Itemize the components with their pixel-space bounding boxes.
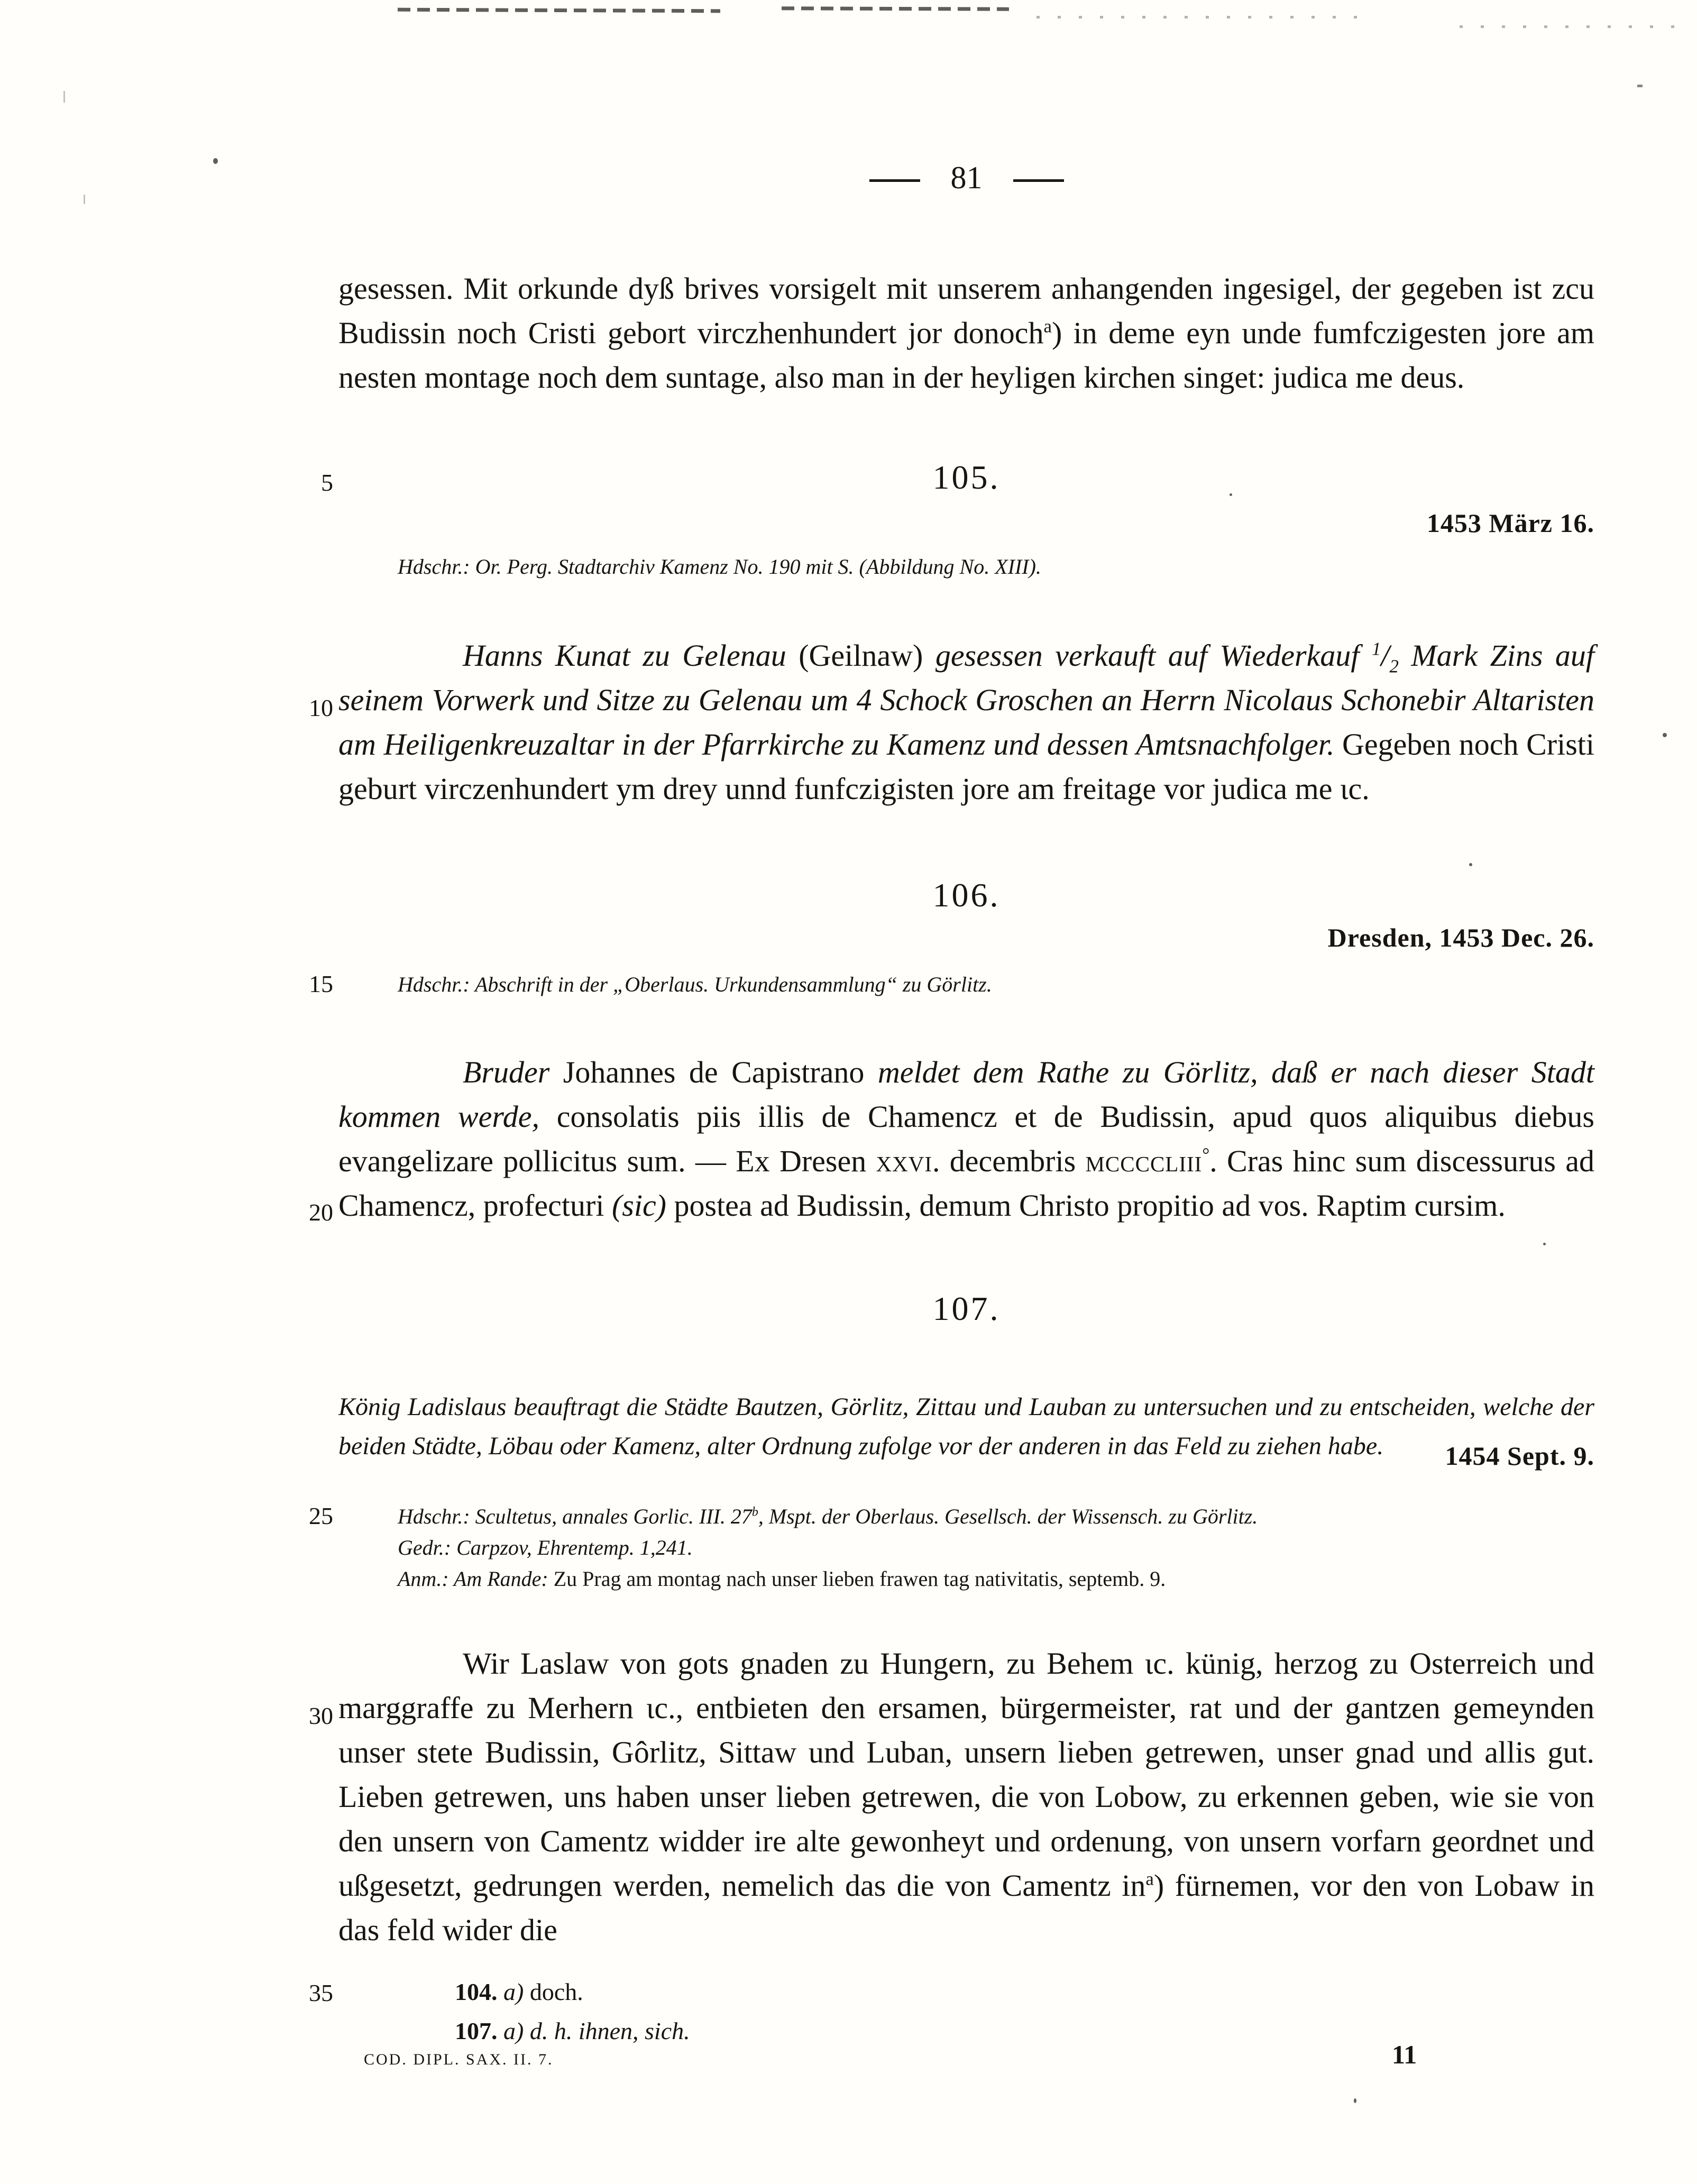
entry-105-date: 1453 März 16.: [1426, 508, 1594, 538]
entry-107-source-line: Hdschr.: Scultetus, annales Gorlic. III. 27$^b$, Mspt. der Oberlaus. Gesellsch. der Wissensch. zu Görlitz.: [398, 1504, 1258, 1528]
entry-106-heading: 106.: [932, 876, 1001, 914]
margin-line-number: 15: [309, 970, 333, 997]
scan-artifact: [84, 195, 85, 204]
scan-artifact: [213, 158, 218, 164]
header-rule-right: [1013, 179, 1064, 182]
scan-artifact: [1543, 1243, 1546, 1245]
scan-artifact: [1469, 863, 1472, 866]
entry-107-source-block: [398, 1501, 1595, 1594]
entry-106-body: Bruder Johannes de Capistrano meldet dem Rathe zu Görlitz, daß er nach dieser Stadt kommen werde, consolatis piis illis de Chamencz et de Budissin, apud quos aliquibus diebus evangelizare pollicitus sum. — Ex Dresen xxvi. decembris mccccliii°. Cras hinc sum discessurus ad Chamencz, profecturi (sic) postea ad Budissin, demum Christo propitio ad vos. Raptim cursim.: [338, 1055, 1595, 1223]
entry-107-note-line: Anm.: Am Rande: Zu Prag am montag nach unser lieben frawen tag nativitatis, septemb. 9.: [398, 1567, 1166, 1591]
entry-105-source-line: Hdschr.: Or. Perg. Stadtarchiv Kamenz No. 190 mit S. (Abbildung No. XIII).: [398, 555, 1041, 579]
page-number: 81: [950, 160, 983, 195]
sheet-number: 11: [1392, 2040, 1417, 2069]
footnote-107a: 107. a) d. h. ihnen, sich.: [455, 2017, 690, 2044]
scan-artifact: [782, 6, 1009, 11]
entry-107-body: Wir Laslaw von gots gnaden zu Hungern, zu Behem ɩc. künig, herzog zu Osterreich und marggraffe zu Merhern ɩc., entbieten den ersamen, bürgermeister, rat und der gantzen gemeynden unser stete Budissin, Gôrlitz, Sittaw und Luban, unsern lieben getrewen, unser gnad und allis gut. Lieben getrewen, uns haben unser lieben getrewen, die von Lobow, zu erkennen geben, wie sie von den unsern von Camentz widder ire alte gewonheyt und ordenung, von unsern vorfarn geordnet und ußgesetzt, gedrungen werden, nemelich das die von Camentz $in^a$) fürnemen, vor den von Lobaw in das feld wider die: [338, 1646, 1594, 1947]
scan-artifact: [1460, 25, 1682, 28]
entry-107-heading: 107.: [932, 1290, 1001, 1327]
entry-106-date: Dresden, 1453 Dec. 26.: [1327, 923, 1594, 952]
entry-107-summary: König Ladislaus beauftragt die Städte Bautzen, Görlitz, Zittau und Lauban zu untersuchen und zu entscheiden, welche der beiden Städte, Löbau oder Kamenz, alter Ordnung zufolge vor der anderen in das Feld zu ziehen habe.: [338, 1393, 1594, 1460]
margin-line-number: 5: [321, 469, 333, 496]
margin-line-number: 30: [309, 1702, 333, 1729]
footer-series-signature: COD. DIPL. SAX. II. 7.: [364, 2051, 554, 2068]
scan-artifact: [63, 91, 65, 103]
scan-artifact: [1036, 16, 1375, 19]
margin-line-number: 20: [309, 1199, 333, 1226]
entry-107-printed-line: Gedr.: Carpzov, Ehrentemp. 1,241.: [398, 1536, 693, 1559]
margin-line-number: 10: [309, 694, 333, 721]
continuation-paragraph: gesessen. Mit orkunde dyß brives vorsigelt mit unserem anhangenden ingesigel, der gegeben ist zcu Budissin noch Cristi gebort virczhenhundert jor donoch$^a$) in deme eyn unde fumfczigesten jore am nesten montage noch dem suntage, also man in der heyligen kirchen singet: judica me deus.: [338, 271, 1595, 394]
entry-106-source-line: Hdschr.: Abschrift in der „Oberlaus. Urkundensammlung“ zu Görlitz.: [398, 972, 992, 996]
entry-107-date: 1454 Sept. 9.: [1445, 1441, 1594, 1471]
entry-105-heading: 105.: [932, 458, 1001, 496]
header-rule-left: [869, 179, 920, 182]
margin-line-number: 35: [309, 1979, 333, 2006]
scan-artifact: [1354, 2098, 1356, 2103]
entry-105-body: Hanns Kunat zu Gelenau (Geilnaw) gesessen verkauft auf Wiederkauf $^1/_2$ Mark Zins auf seinem Vorwerk und Sitze zu Gelenau um 4 Schock Groschen an Herrn Nicolaus Schonebir Altaristen am Heiligenkreuzaltar in der Pfarrkirche zu Kamenz und dessen Amtsnachfolger. Gegeben noch Cristi geburt virczenhundert ym drey unnd funfczigisten jore am freitage vor judica me ɩc.: [338, 638, 1594, 806]
page-header: [338, 160, 1594, 196]
scan-artifact: [1663, 733, 1667, 737]
footnote-104a: 104. a) doch.: [455, 1978, 583, 2005]
scan-artifact: [398, 8, 720, 13]
scan-artifact: [1637, 85, 1643, 87]
margin-line-number: 25: [309, 1502, 333, 1529]
